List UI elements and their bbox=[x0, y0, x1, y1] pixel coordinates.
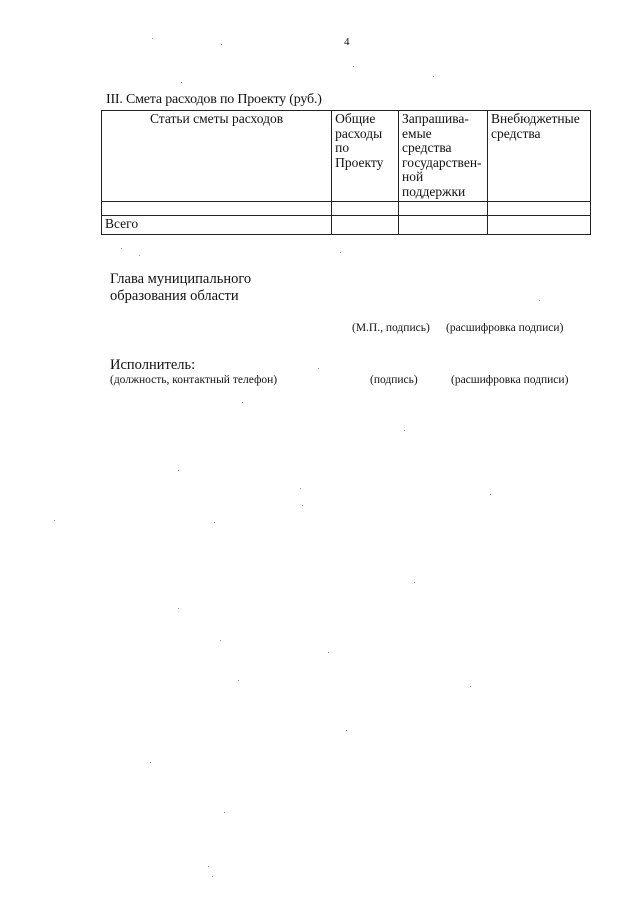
head-title-line1: Глава муниципального bbox=[110, 271, 252, 287]
scan-speck bbox=[220, 640, 221, 641]
table-cell bbox=[399, 202, 488, 216]
budget-table bbox=[101, 110, 591, 235]
total-label: Всего bbox=[102, 216, 332, 235]
scan-speck bbox=[212, 876, 213, 877]
executor-position-caption: (должность, контактный телефон) bbox=[110, 374, 278, 386]
scan-speck bbox=[300, 488, 301, 489]
scan-speck bbox=[139, 255, 140, 256]
scan-speck bbox=[490, 494, 491, 495]
executor-label: Исполнитель: bbox=[110, 357, 196, 373]
scan-speck bbox=[318, 368, 319, 369]
scan-speck bbox=[539, 300, 540, 301]
total-value bbox=[332, 216, 399, 235]
scan-speck bbox=[470, 686, 471, 687]
header-requested-label: Запрашива- емые средства государствен- ной поддержки bbox=[402, 111, 482, 199]
table-total-row bbox=[102, 216, 591, 235]
scan-speck bbox=[221, 44, 222, 45]
head-decode-caption: (расшифровка подписи) bbox=[446, 322, 564, 334]
header-off-budget bbox=[488, 111, 591, 202]
header-items-label: Статьи сметы расходов bbox=[149, 111, 284, 126]
scan-speck bbox=[302, 505, 303, 506]
total-off-budget bbox=[488, 216, 591, 235]
header-total-label: Общие расходы по Проекту bbox=[335, 111, 384, 170]
scan-speck bbox=[214, 522, 215, 523]
header-items bbox=[102, 111, 332, 202]
scan-speck bbox=[328, 652, 329, 653]
scan-speck bbox=[414, 582, 415, 583]
scan-speck bbox=[242, 402, 243, 403]
head-title-line2: образования области bbox=[110, 288, 239, 304]
scan-speck bbox=[340, 252, 341, 253]
header-total bbox=[332, 111, 399, 202]
scan-speck bbox=[178, 608, 179, 609]
scan-speck bbox=[238, 680, 239, 681]
scan-speck bbox=[121, 248, 122, 249]
scan-speck bbox=[404, 430, 405, 431]
executor-signature-caption: (подпись) bbox=[370, 374, 418, 386]
stamp-signature-caption: (М.П., подпись) bbox=[352, 322, 430, 334]
header-requested bbox=[399, 111, 488, 202]
table-row bbox=[102, 202, 591, 216]
scan-speck bbox=[152, 38, 153, 39]
scan-speck bbox=[208, 866, 209, 867]
scan-speck bbox=[224, 812, 225, 813]
scan-speck bbox=[433, 76, 434, 77]
head-signatory-title bbox=[110, 271, 251, 305]
table-header-row bbox=[102, 111, 591, 202]
total-requested bbox=[399, 216, 488, 235]
scan-speck bbox=[346, 730, 347, 731]
section-title: III. Смета расходов по Проекту (руб.) bbox=[106, 92, 322, 107]
page-number: 4 bbox=[344, 36, 350, 48]
table-cell bbox=[102, 202, 332, 216]
scan-speck bbox=[181, 82, 182, 83]
scan-speck bbox=[150, 762, 151, 763]
scan-speck bbox=[54, 520, 55, 521]
table-cell bbox=[332, 202, 399, 216]
executor-decode-caption: (расшифровка подписи) bbox=[451, 374, 569, 386]
header-off-budget-label: Внебюджетные средства bbox=[491, 111, 580, 141]
scan-speck bbox=[353, 66, 354, 67]
table-cell bbox=[488, 202, 591, 216]
scan-speck bbox=[178, 470, 179, 471]
